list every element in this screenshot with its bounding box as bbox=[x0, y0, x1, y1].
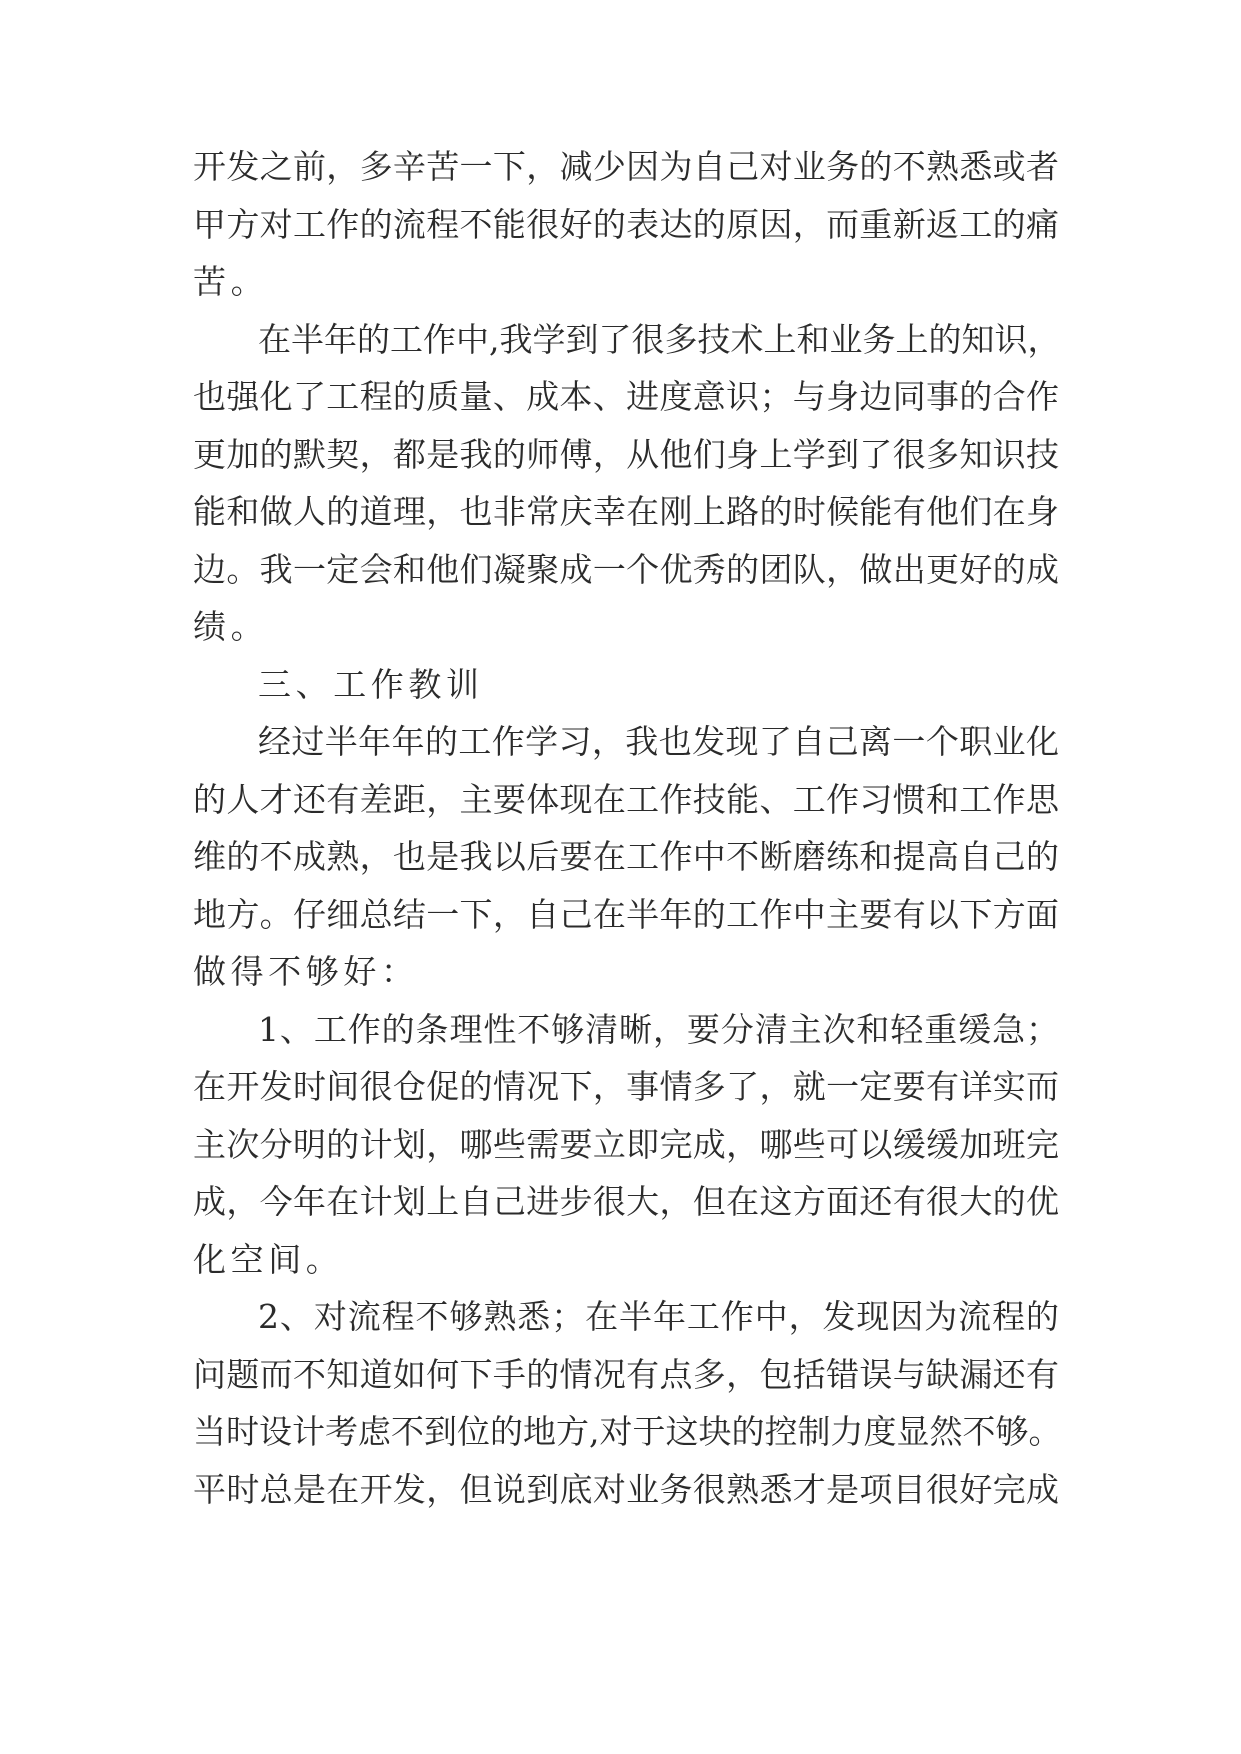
text-line: 开发之前，多辛苦一下，减少因为自己对业务的不熟悉或者 bbox=[193, 147, 1059, 186]
paragraph-first-line: 经过半年年的工作学习，我也发现了自己离一个职业化 bbox=[258, 722, 1059, 761]
text-line: 更加的默契，都是我的师傅，从他们身上学到了很多知识技 bbox=[193, 435, 1059, 474]
text-line: 地方。仔细总结一下，自己在半年的工作中主要有以下方面 bbox=[193, 895, 1059, 934]
text-line: 苦。 bbox=[193, 262, 269, 301]
text-line: 的人才还有差距，主要体现在工作技能、工作习惯和工作思 bbox=[193, 780, 1059, 819]
paragraph-first-line: 2、对流程不够熟悉；在半年工作中，发现因为流程的 bbox=[258, 1297, 1059, 1336]
text-line: 当时设计考虑不到位的地方,对于这块的控制力度显然不够。 bbox=[193, 1412, 1062, 1451]
section-heading: 三、工作教训 bbox=[258, 665, 484, 704]
text-line: 绩。 bbox=[193, 607, 269, 646]
text-line: 边。我一定会和他们凝聚成一个优秀的团队，做出更好的成 bbox=[193, 550, 1059, 589]
text-line: 做得不够好： bbox=[193, 952, 419, 991]
text-line: 平时总是在开发，但说到底对业务很熟悉才是项目很好完成 bbox=[193, 1470, 1059, 1509]
text-line: 维的不成熟，也是我以后要在工作中不断磨练和提高自己的 bbox=[193, 837, 1059, 876]
text-line: 主次分明的计划，哪些需要立即完成，哪些可以缓缓加班完 bbox=[193, 1125, 1059, 1164]
paragraph-first-line: 在半年的工作中,我学到了很多技术上和业务上的知识， bbox=[258, 320, 1061, 359]
paragraph-first-line: 1、工作的条理性不够清晰，要分清主次和轻重缓急； bbox=[258, 1010, 1059, 1049]
text-line: 在开发时间很仓促的情况下，事情多了，就一定要有详实而 bbox=[193, 1067, 1059, 1106]
text-line: 甲方对工作的流程不能很好的表达的原因，而重新返工的痛 bbox=[193, 205, 1059, 244]
text-line: 能和做人的道理，也非常庆幸在刚上路的时候能有他们在身 bbox=[193, 492, 1059, 531]
text-line: 问题而不知道如何下手的情况有点多，包括错误与缺漏还有 bbox=[193, 1355, 1059, 1394]
text-line: 也强化了工程的质量、成本、进度意识；与身边同事的合作 bbox=[193, 377, 1059, 416]
text-line: 成，今年在计划上自己进步很大，但在这方面还有很大的优 bbox=[193, 1182, 1059, 1221]
text-line: 化空间。 bbox=[193, 1240, 344, 1279]
